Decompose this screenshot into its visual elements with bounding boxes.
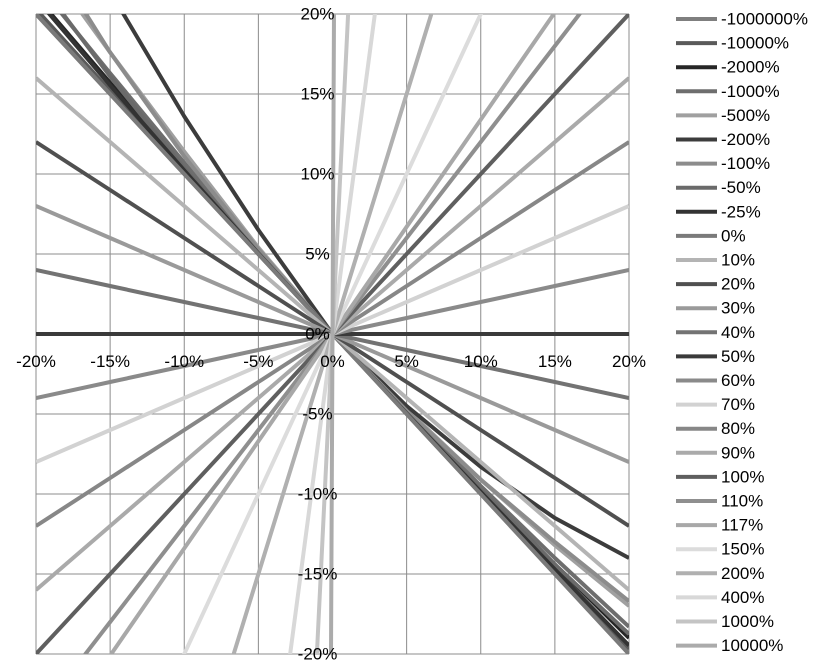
legend-label: 400% xyxy=(721,587,765,607)
legend-label: -100% xyxy=(721,154,771,174)
legend-label: -25% xyxy=(721,202,761,222)
legend-label: -2000% xyxy=(721,57,780,77)
x-tick-label: 10% xyxy=(463,352,498,371)
y-tick-label: 10% xyxy=(300,164,335,184)
legend-label: 80% xyxy=(721,419,756,439)
legend-label: 0% xyxy=(721,226,746,246)
legend-label: -10000% xyxy=(721,33,790,53)
y-tick-label: -10% xyxy=(297,484,338,504)
legend-label: 30% xyxy=(721,298,756,318)
legend-label: 200% xyxy=(721,563,765,583)
legend-label: -1000000% xyxy=(721,9,808,29)
y-tick-label: 5% xyxy=(305,244,330,264)
legend-label: -1000% xyxy=(721,81,780,101)
y-tick-label: -5% xyxy=(302,404,333,424)
legend-label: -200% xyxy=(721,130,771,149)
x-tick-label: 0% xyxy=(320,352,345,371)
legend-label: 100% xyxy=(721,467,765,487)
x-tick-label: -5% xyxy=(243,352,274,371)
legend-label: 10% xyxy=(721,250,756,270)
y-tick-label: 20% xyxy=(300,4,335,24)
x-tick-label: -10% xyxy=(164,352,205,371)
legend-label: 150% xyxy=(721,539,765,559)
legend-label: 70% xyxy=(721,395,756,415)
legend-label: 20% xyxy=(721,274,756,294)
x-tick-label: 5% xyxy=(394,352,419,371)
y-tick-label: -15% xyxy=(297,564,338,584)
legend-label: -500% xyxy=(721,105,771,125)
legend-label: 110% xyxy=(721,491,764,511)
x-tick-label: -15% xyxy=(90,352,130,371)
y-tick-label: 15% xyxy=(300,84,335,104)
legend-label: 90% xyxy=(721,443,756,463)
legend-label: 1000% xyxy=(721,612,774,631)
legend-label: 117% xyxy=(721,515,764,535)
legend-label: 50% xyxy=(721,346,756,366)
x-tick-label: 15% xyxy=(537,352,572,371)
x-tick-label: 20% xyxy=(611,352,647,371)
y-tick-label: -20% xyxy=(297,644,338,664)
x-tick-label: -20% xyxy=(16,352,56,371)
y-tick-label: 0% xyxy=(305,324,330,344)
legend-label: 40% xyxy=(721,322,756,342)
legend-label: 60% xyxy=(721,371,756,390)
legend-label: -50% xyxy=(721,178,761,198)
legend-label: 10000% xyxy=(721,636,784,656)
